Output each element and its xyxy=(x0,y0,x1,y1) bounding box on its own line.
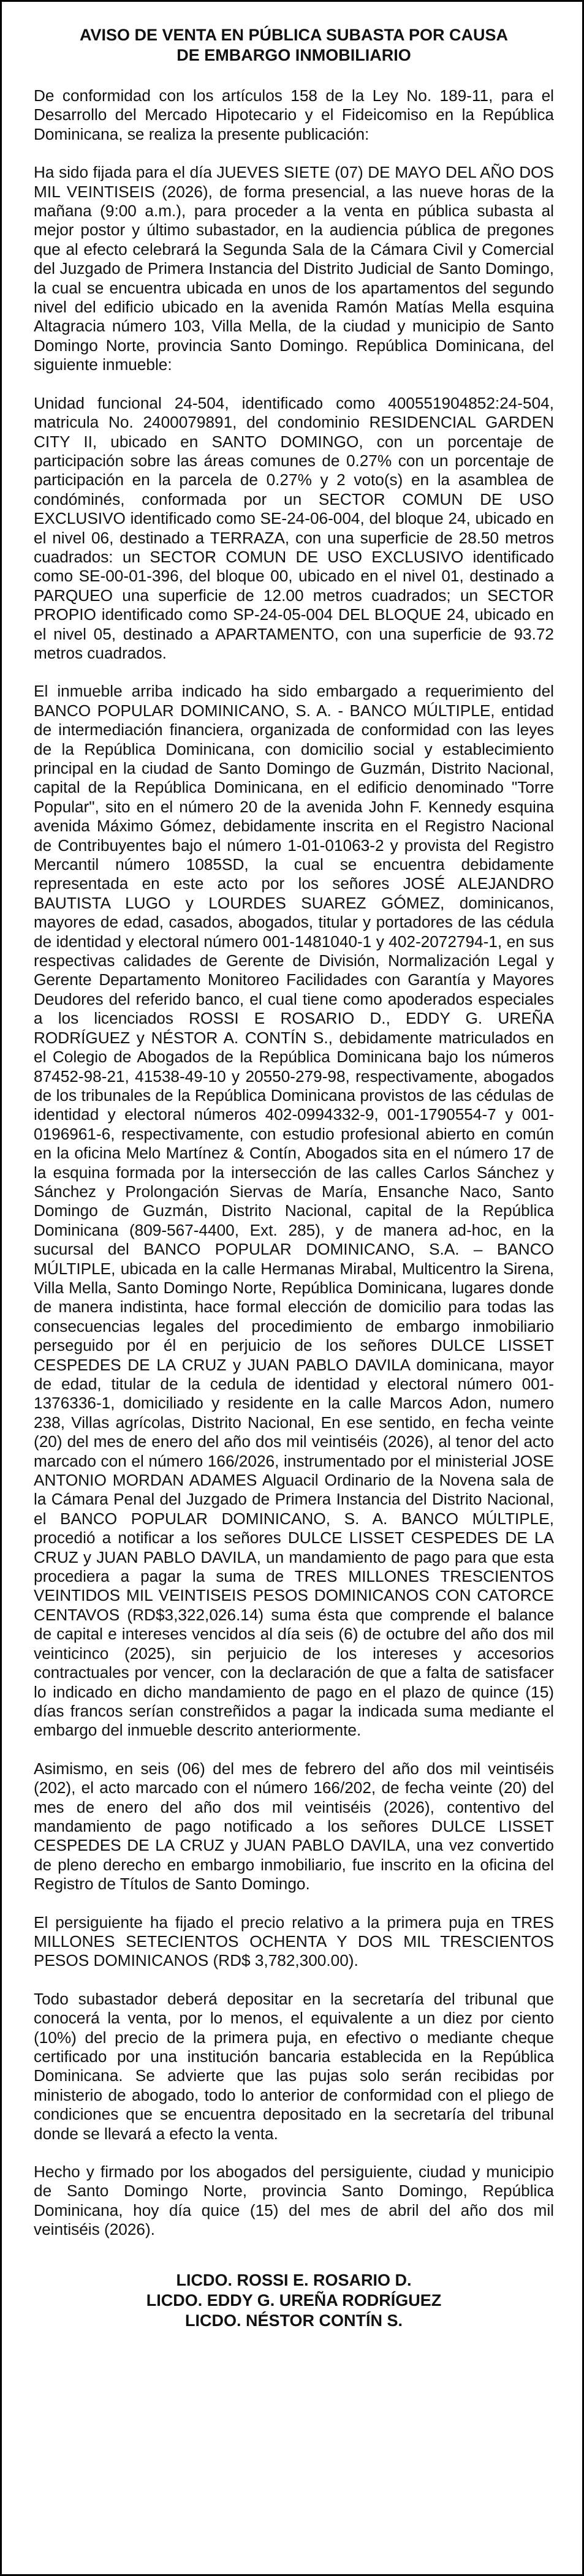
signature-block xyxy=(34,2270,554,2331)
notice-title xyxy=(34,25,554,66)
signing-statement-paragraph: Hecho y firmado por los abogados del persiguiente, ciudad y municipio de Santo Domingo Norte, provincia Santo Domingo, República Dominicana, hoy día quice (15) del mes de abril del año dos mil veintiséis (2026). xyxy=(34,2162,554,2239)
notice-title-line-2: DE EMBARGO INMOBILIARIO xyxy=(176,46,411,64)
registration-paragraph: Asimismo, en seis (06) del mes de febrero del año dos mil veintiséis (202), el acto marcado con el número 166/202, de fecha veinte (20) del mes de enero del año dos mil veintiséis (2026), contentivo del mandamiento de pago notificado a los señores DULCE LISSET CESPEDES DE LA CRUZ y JUAN PABLO DAVILA, una vez convertido de pleno derecho en embargo inmobiliario, fue inscrito en la oficina del Registro de Títulos de Santo Domingo. xyxy=(34,1759,554,1894)
auction-date-paragraph: Ha sido fijada para el día JUEVES SIETE (07) DE MAYO DEL AÑO DOS MIL VEINTISEIS (2026), de forma presencial, a las nueve horas de la mañana (9:00 a.m.), para proceder a la venta en pública subasta al mejor postor y último subastador, en la audiencia pública de pregones que al efecto celebrará la Segunda Sala de la Cámara Civil y Comercial del Juzgado de Primera Instancia del Distrito Judicial de Santo Domingo, la cual se encuentra ubicada en unos de los apartamentos del segundo nivel del edificio ubicado en la avenida Ramón Matías Mella esquina Altagracia número 103, Villa Mella, de la ciudad y municipio de Santo Domingo Norte, provincia Santo Domingo. República Dominicana, del siguiente inmueble: xyxy=(34,163,554,374)
signature-line-3: LICDO. NÉSTOR CONTÍN S. xyxy=(184,2311,403,2330)
signature-line-1: LICDO. ROSSI E. ROSARIO D. xyxy=(176,2270,412,2289)
signature-line-2: LICDO. EDDY G. UREÑA RODRÍGUEZ xyxy=(146,2291,442,2310)
notice-title-line-1: AVISO DE VENTA EN PÚBLICA SUBASTA POR CAUSA xyxy=(79,26,509,44)
intro-paragraph: De conformidad con los artículos 158 de la Ley No. 189-11, para el Desarrollo del Mercado Hipotecario y el Fideicomiso en la República Dominicana, se realiza la presente publicación: xyxy=(34,86,554,143)
notice-body xyxy=(34,86,554,2240)
seizure-details-paragraph: El inmueble arriba indicado ha sido embargado a requerimiento del BANCO POPULAR DOMINICANO, S. A. - BANCO MÚLTIPLE, entidad de intermediación financiera, organizada de conformidad con las leyes de la República Dominicana, con domicilio social y establecimiento principal en la ciudad de Santo Domingo de Guzmán, Distrito Nacional, capital de la República Dominicana, en el edificio denominado "Torre Popular", sito en el número 20 de la avenida John F. Kennedy esquina avenida Máximo Gómez, debidamente inscrita en el Registro Nacional de Contribuyentes bajo el número 1-01-01063-2 y provista del Registro Mercantil número 1085SD, la cual se encuentra debidamente representada en este acto por los señores JOSÉ ALEJANDRO BAUTISTA LUGO y LOURDES SUAREZ GÓMEZ, dominicanos, mayores de edad, casados, abogados, titular y portadores de las cédula de identidad y electoral número 001-1481040-1 y 402-2072794-1, en sus respectivas calidades de Gerente de División, Normalización Legal y Gerente Departamento Monitoreo Facilidades con Garantía y Mayores Deudores del referido banco, el cual tiene como apoderados especiales a los licenciados ROSSI E ROSARIO D., EDDY G. UREÑA RODRÍGUEZ y NÉSTOR A. CONTÍN S., debidamente matriculados en el Colegio de Abogados de la República Dominicana bajo los números 87452-98-21, 41538-49-10 y 20550-279-98, respectivamente, abogados de los tribunales de la República Dominicana provistos de las cédulas de identidad y electoral números 402-0994332-9, 001-1790554-7 y 001-0196961-6, respectivamente, con estudio profesional abierto en común en la oficina Melo Martínez & Contín, Abogados sita en el número 17 de la esquina formada por la intersección de las calles Carlos Sánchez y Sánchez y Prolongación Siervas de María, Ensanche Naco, Santo Domingo de Guzmán, Distrito Nacional, capital de la República Dominicana (809-567-4400, Ext. 285), y de manera ad-hoc, en la sucursal del BANCO POPULAR DOMINICANO, S.A. – BANCO MÚLTIPLE, ubicada en la calle Hermanas Mirabal, Multicentro la Sirena, Villa Mella, Santo Domingo Norte, República Dominicana, lugares donde de manera indistinta, hace formal elección de domicilio para todas las consecuencias legales del procedimiento de embargo inmobiliario perseguido por él en perjuicio de los señores DULCE LISSET CESPEDES DE LA CRUZ y JUAN PABLO DAVILA dominicana, mayor de edad, titular de la cedula de identidad y electoral número 001-1376336-1, domiciliado y residente en la calle Marcos Adon, numero 238, Villas agrícolas, Distrito Nacional, En ese sentido, en fecha veinte (20) del mes de enero del año dos mil veintiséis (2026), al tenor del acto marcado con el número 166/2026, instrumentado por el ministerial JOSE ANTONIO MORDAN ADAMES Alguacil Ordinario de la Novena sala de la Cámara Penal del Juzgado de Primera Instancia del Distrito Nacional, el BANCO POPULAR DOMINICANO, S. A. BANCO MÚLTIPLE, procedió a notificar a los señores DULCE LISSET CESPEDES DE LA CRUZ y JUAN PABLO DAVILA, un mandamiento de pago para que esta procediera a pagar la suma de TRES MILLONES TRESCIENTOS VEINTIDOS MIL VEINTISEIS PESOS DOMINICANOS CON CATORCE CENTAVOS (RD$3,322,026.14) suma ésta que comprende el balance de capital e intereses vencidos al día seis (6) de octubre del año dos mil veinticinco (2025), sin perjuicio de los intereses y accesorios contractuales por vencer, con la declaración de que a falta de satisfacer lo indicado en dicho mandamiento de pago en el plazo de quince (15) días francos serían constreñidos a pagar la indicada suma mediante el embargo del inmueble descrito anteriormente. xyxy=(34,682,554,1740)
deposit-requirements-paragraph: Todo subastador deberá depositar en la secretaría del tribunal que conocerá la venta, por lo menos, el equivalente a un diez por ciento (10%) del precio de la primera puja, en efectivo o mediante cheque certificado por una institución bancaria establecida en la República Dominicana. Se advierte que las pujas solo serán recibidas por ministerio de abogado, todo lo anterior de conformidad con el pliego de condiciones que se encuentra depositado en la secretaría del tribunal donde se llevará a efecto la venta. xyxy=(34,1989,554,2143)
property-description-paragraph: Unidad funcional 24-504, identificado como 400551904852:24-504, matricula No. 2400079891, del condominio RESIDENCIAL GARDEN CITY II, ubicado en SANTO DOMINGO, con un porcentaje de participación sobre las áreas comunes de 0.27% con un porcentaje de participación en la parcela de 0.27% y 2 voto(s) en la asamblea de condóminés, conformada por un SECTOR COMUN DE USO EXCLUSIVO identificado como SE-24-06-004, del bloque 24, ubicado en el nivel 06, destinado a TERRAZA, con una superficie de 28.50 metros cuadrados: un SECTOR COMUN DE USO EXCLUSIVO identificado como SE-00-01-396, del bloque 00, ubicado en el nivel 01, destinado a PARQUEO una superficie de 12.00 metros cuadrados; un SECTOR PROPIO identificado como SP-24-05-004 DEL BLOQUE 24, ubicado en el nivel 05, destinado a APARTAMENTO, con una superficie de 93.72 metros cuadrados. xyxy=(34,393,554,662)
starting-price-paragraph: El persiguiente ha fijado el precio relativo a la primera puja en TRES MILLONES SETECIENTOS OCHENTA Y DOS MIL TRESCIENTOS PESOS DOMINICANOS (RD$ 3,782,300.00). xyxy=(34,1913,554,1970)
